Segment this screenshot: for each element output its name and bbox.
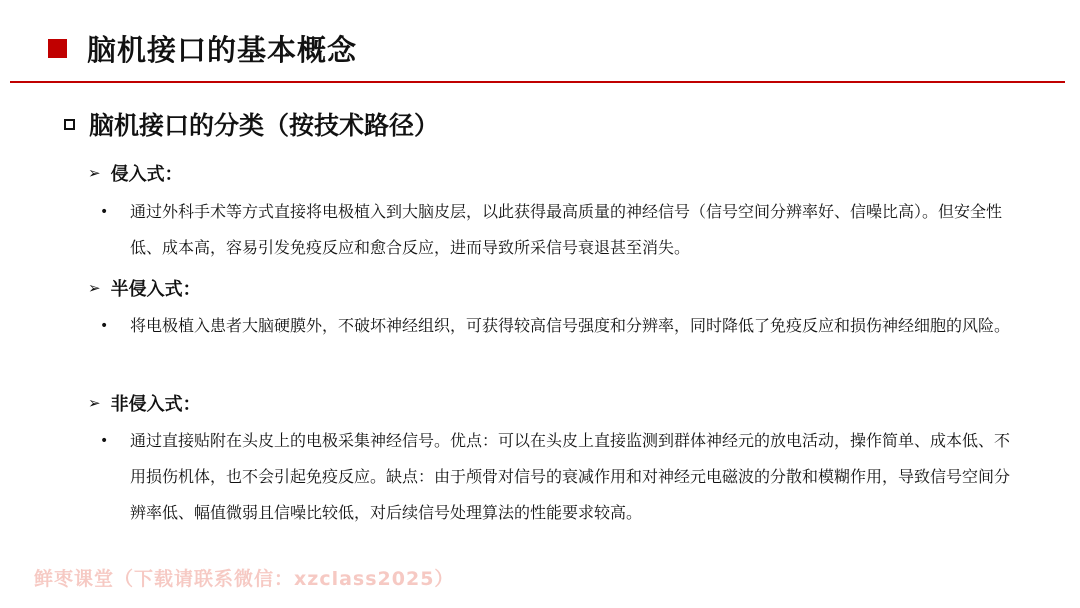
subheading-invasive bbox=[88, 159, 183, 187]
subheading-label: 非侵入式： bbox=[110, 394, 201, 415]
bullet-text: 通过直接贴附在头皮上的电极采集神经信号。优点：可以在头皮上直接监测到群体神经元的放电活动，操作简单、成本低、不用损伤机体，也不会引起免疫反应。缺点：由于颅骨对信号的衰减作用和对神经元电磁波的分散和模糊作用，导致信号空间分辨率低、幅值微弱且信噪比较低，对后续信号处理算法的性能要求较高。 bbox=[130, 431, 1011, 522]
title-square-icon bbox=[48, 39, 67, 58]
slide-header bbox=[48, 28, 357, 68]
bullet-non-invasive bbox=[100, 423, 1010, 531]
subheading-label: 半侵入式： bbox=[110, 279, 201, 300]
title-divider bbox=[10, 81, 1065, 83]
bullet-invasive bbox=[100, 194, 1010, 266]
watermark: 鲜枣课堂（下载请联系微信：xzclass2025） bbox=[34, 568, 455, 590]
section-heading bbox=[64, 104, 439, 144]
arrow-bullet-icon: ➢ bbox=[88, 164, 101, 182]
bullet-semi-invasive bbox=[100, 308, 1010, 344]
bullet-dot-icon: • bbox=[100, 318, 109, 334]
subheading-non-invasive bbox=[88, 389, 201, 417]
section-title: 脑机接口的分类（按技术路径） bbox=[89, 111, 440, 140]
slide-title: 脑机接口的基本概念 bbox=[87, 32, 358, 67]
subheading-semi-invasive bbox=[88, 274, 201, 302]
subheading-label: 侵入式： bbox=[110, 164, 183, 185]
bullet-text: 将电极植入患者大脑硬膜外，不破坏神经组织，可获得较高信号强度和分辨率，同时降低了免疫反应和损伤神经细胞的风险。 bbox=[130, 316, 1011, 335]
hollow-square-icon bbox=[64, 119, 75, 130]
bullet-text: 通过外科手术等方式直接将电极植入到大脑皮层，以此获得最高质量的神经信号（信号空间分辨率好、信噪比高）。但安全性低、成本高，容易引发免疫反应和愈合反应，进而导致所采信号衰退甚至消失。 bbox=[130, 202, 1003, 257]
bullet-dot-icon: • bbox=[100, 204, 109, 220]
arrow-bullet-icon: ➢ bbox=[88, 394, 101, 412]
bullet-dot-icon: • bbox=[100, 433, 109, 449]
arrow-bullet-icon: ➢ bbox=[88, 279, 101, 297]
